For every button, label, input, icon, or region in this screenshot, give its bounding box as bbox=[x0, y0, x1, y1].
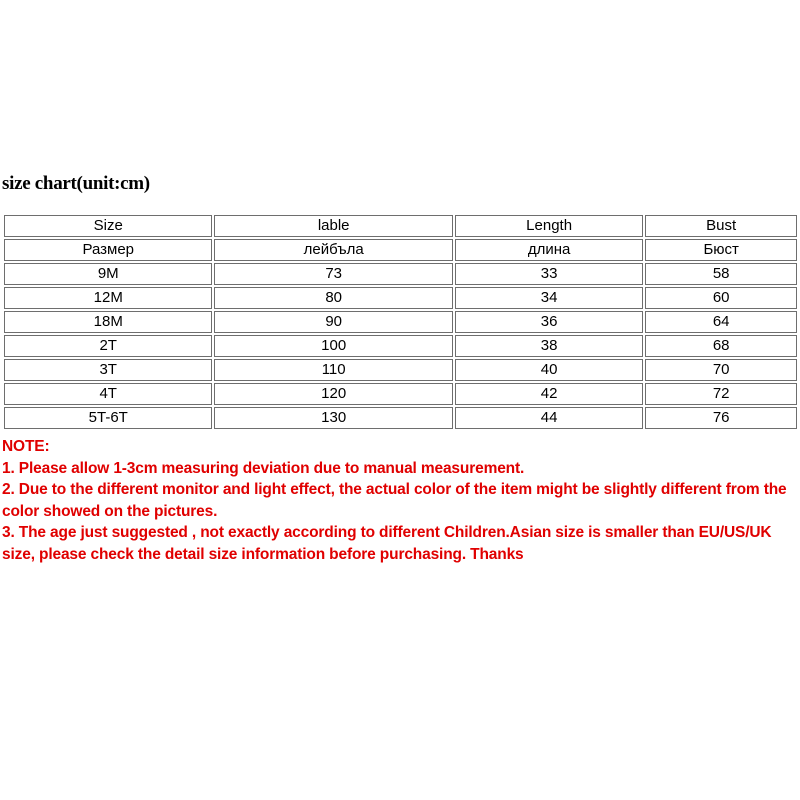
size-cell: 4T bbox=[4, 383, 212, 405]
table-row bbox=[4, 407, 797, 429]
table-row bbox=[4, 383, 797, 405]
size-cell: 2T bbox=[4, 335, 212, 357]
length-cell: 33 bbox=[455, 263, 644, 285]
bust-cell: 68 bbox=[645, 335, 797, 357]
header-cell: Length bbox=[455, 215, 644, 237]
note-item: 2. Due to the different monitor and light effect, the actual color of the item might be slightly different from the color showed on the pictures. bbox=[2, 481, 787, 520]
bust-cell: 60 bbox=[645, 287, 797, 309]
bust-cell: 70 bbox=[645, 359, 797, 381]
label-cell: 130 bbox=[214, 407, 452, 429]
size-cell: 3T bbox=[4, 359, 212, 381]
note-item: 3. The age just suggested , not exactly according to different Children.Asian size is smaller than EU/US/UK size, please check the detail size information before purchasing. Thanks bbox=[2, 524, 772, 563]
size-cell: 9M bbox=[4, 263, 212, 285]
bust-cell: 76 bbox=[645, 407, 797, 429]
length-cell: 42 bbox=[455, 383, 644, 405]
length-cell: 36 bbox=[455, 311, 644, 333]
note-item: 1. Please allow 1-3cm measuring deviation due to manual measurement. bbox=[2, 459, 525, 477]
bust-cell: 58 bbox=[645, 263, 797, 285]
bust-cell: 64 bbox=[645, 311, 797, 333]
header-cell-ru: Размер bbox=[4, 239, 212, 261]
size-cell: 12M bbox=[4, 287, 212, 309]
length-cell: 40 bbox=[455, 359, 644, 381]
label-cell: 90 bbox=[214, 311, 452, 333]
notes-block bbox=[2, 436, 800, 565]
label-cell: 80 bbox=[214, 287, 452, 309]
table-row bbox=[4, 287, 797, 309]
label-cell: 73 bbox=[214, 263, 452, 285]
label-cell: 110 bbox=[214, 359, 452, 381]
length-cell: 34 bbox=[455, 287, 644, 309]
header-cell: Bust bbox=[645, 215, 797, 237]
table-header-row bbox=[4, 215, 797, 237]
notes-heading: NOTE: bbox=[2, 438, 50, 455]
bust-cell: 72 bbox=[645, 383, 797, 405]
header-cell-ru: лейбъла bbox=[214, 239, 452, 261]
length-cell: 44 bbox=[455, 407, 644, 429]
table-row bbox=[4, 263, 797, 285]
size-table bbox=[2, 213, 799, 431]
size-cell: 5T-6T bbox=[4, 407, 212, 429]
label-cell: 100 bbox=[214, 335, 452, 357]
header-cell-ru: Бюст bbox=[645, 239, 797, 261]
table-row bbox=[4, 311, 797, 333]
header-cell-ru: длина bbox=[455, 239, 644, 261]
label-cell: 120 bbox=[214, 383, 452, 405]
table-row bbox=[4, 359, 797, 381]
table-row bbox=[4, 335, 797, 357]
header-cell: Size bbox=[4, 215, 212, 237]
length-cell: 38 bbox=[455, 335, 644, 357]
page-title: size chart(unit:cm) bbox=[2, 173, 150, 194]
table-header-row-ru bbox=[4, 239, 797, 261]
header-cell: lable bbox=[214, 215, 452, 237]
size-cell: 18M bbox=[4, 311, 212, 333]
